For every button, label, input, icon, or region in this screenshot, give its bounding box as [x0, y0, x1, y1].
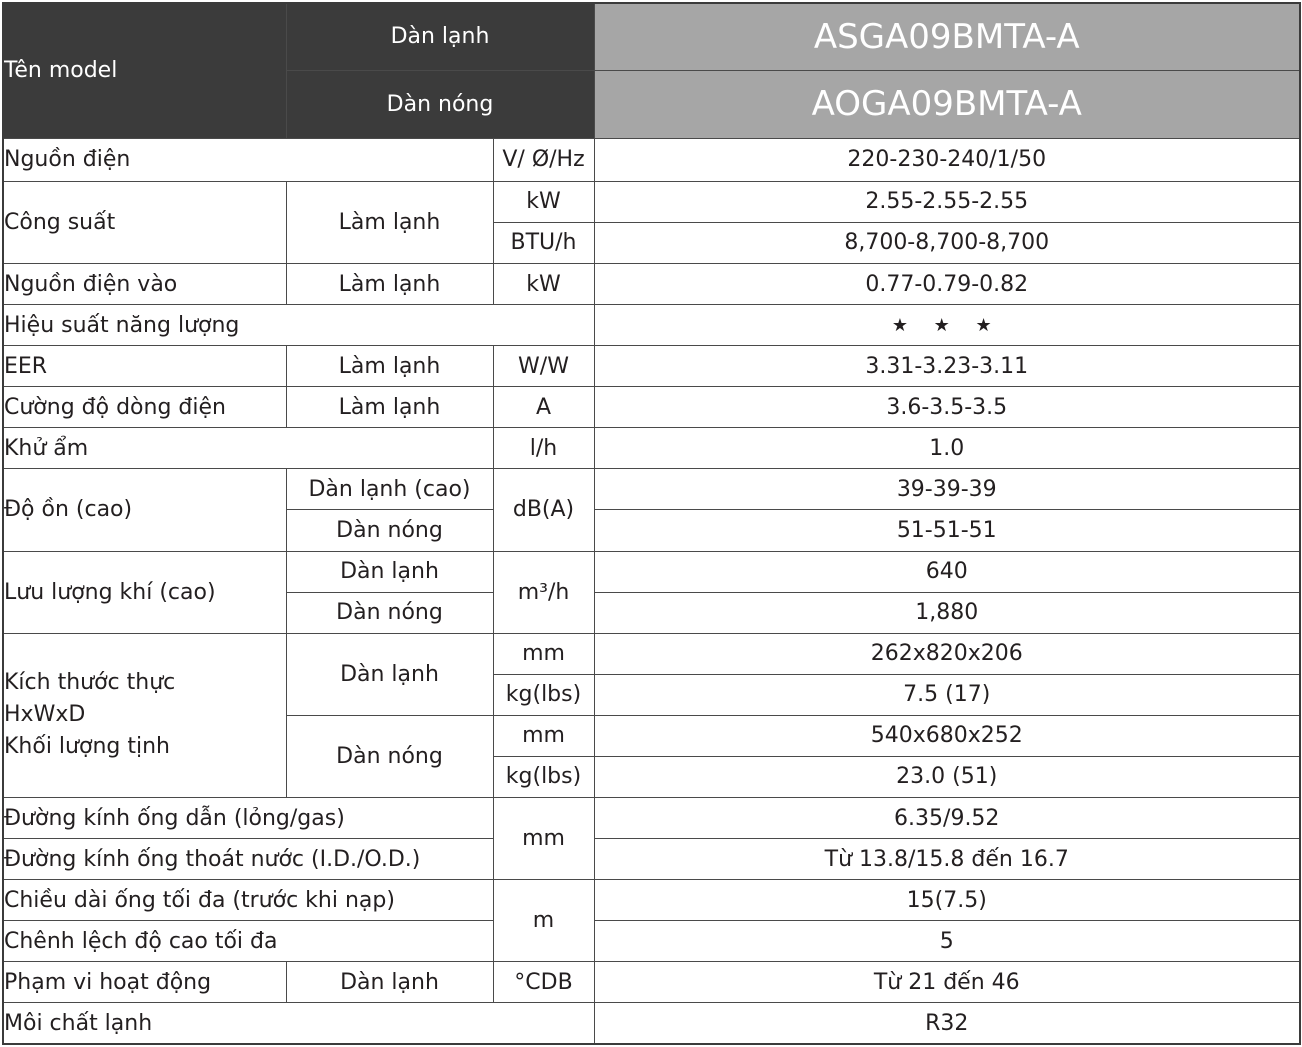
- noise-unit: dB(A): [493, 469, 594, 551]
- noise-indoor-label: Dàn lạnh (cao): [286, 469, 493, 510]
- dimensions-indoor-mm: 262x820x206: [594, 633, 1300, 674]
- power-source-label: Nguồn điện: [3, 138, 493, 181]
- dimensions-label-line2: HxWxD: [4, 702, 86, 728]
- airflow-label: Lưu lượng khí (cao): [3, 551, 286, 633]
- airflow-unit: m³/h: [493, 551, 594, 633]
- eer-label: EER: [3, 346, 286, 387]
- eer-unit: W/W: [493, 346, 594, 387]
- operating-range-label: Phạm vi hoạt động: [3, 962, 286, 1003]
- model-label: Tên model: [3, 3, 286, 138]
- noise-label: Độ ồn (cao): [3, 469, 286, 551]
- pipe-length-value: 15(7.5): [594, 880, 1300, 921]
- current-mode: Làm lạnh: [286, 387, 493, 428]
- capacity-unit-kw: kW: [493, 181, 594, 222]
- airflow-outdoor-label: Dàn nóng: [286, 592, 493, 633]
- capacity-label: Công suất: [3, 181, 286, 263]
- power-input-mode: Làm lạnh: [286, 263, 493, 304]
- airflow-indoor-value: 640: [594, 551, 1300, 592]
- spec-table: [2, 2, 1301, 1045]
- eer-value: 3.31-3.23-3.11: [594, 346, 1300, 387]
- dimensions-outdoor-unit-kg: kg(lbs): [493, 756, 594, 797]
- dimensions-label-line3: Khối lượng tịnh: [4, 734, 170, 760]
- power-input-unit: kW: [493, 263, 594, 304]
- power-input-label: Nguồn điện vào: [3, 263, 286, 304]
- dimensions-outdoor-unit-mm: mm: [493, 715, 594, 756]
- power-source-value: 220-230-240/1/50: [594, 138, 1300, 181]
- capacity-value-btu: 8,700-8,700-8,700: [594, 222, 1300, 263]
- current-unit: A: [493, 387, 594, 428]
- operating-range-unit: °CDB: [493, 962, 594, 1003]
- current-label: Cường độ dòng điện: [3, 387, 286, 428]
- capacity-unit-btu: BTU/h: [493, 222, 594, 263]
- dehumidification-value: 1.0: [594, 428, 1300, 469]
- indoor-unit-header: Dàn lạnh: [286, 3, 594, 70]
- pipe-length-unit: m: [493, 880, 594, 962]
- dimensions-indoor-label: Dàn lạnh: [286, 633, 493, 715]
- pipe-diameter-label: Đường kính ống dẫn (lỏng/gas): [3, 798, 493, 839]
- airflow-outdoor-value: 1,880: [594, 592, 1300, 633]
- outdoor-unit-header: Dàn nóng: [286, 70, 594, 138]
- refrigerant-label: Môi chất lạnh: [3, 1003, 594, 1044]
- dimensions-indoor-unit-kg: kg(lbs): [493, 674, 594, 715]
- capacity-value-kw: 2.55-2.55-2.55: [594, 181, 1300, 222]
- power-input-value: 0.77-0.79-0.82: [594, 263, 1300, 304]
- airflow-indoor-label: Dàn lạnh: [286, 551, 493, 592]
- outdoor-model-name: AOGA09BMTA-A: [594, 70, 1300, 138]
- pipe-diameter-value: 6.35/9.52: [594, 798, 1300, 839]
- dimensions-outdoor-kg: 23.0 (51): [594, 756, 1300, 797]
- pipe-diameter-unit: mm: [493, 798, 594, 880]
- power-source-unit: V/ Ø/Hz: [493, 138, 594, 181]
- indoor-model-name: ASGA09BMTA-A: [594, 3, 1300, 70]
- operating-range-mode: Dàn lạnh: [286, 962, 493, 1003]
- drain-diameter-value: Từ 13.8/15.8 đến 16.7: [594, 839, 1300, 880]
- noise-outdoor-label: Dàn nóng: [286, 510, 493, 551]
- pipe-length-label: Chiều dài ống tối đa (trước khi nạp): [3, 880, 493, 921]
- dimensions-outdoor-label: Dàn nóng: [286, 715, 493, 797]
- dimensions-label: [3, 633, 286, 797]
- dimensions-indoor-unit-mm: mm: [493, 633, 594, 674]
- eer-mode: Làm lạnh: [286, 346, 493, 387]
- height-diff-value: 5: [594, 921, 1300, 962]
- dimensions-outdoor-mm: 540x680x252: [594, 715, 1300, 756]
- dehumidification-label: Khử ẩm: [3, 428, 493, 469]
- dehumidification-unit: l/h: [493, 428, 594, 469]
- operating-range-value: Từ 21 đến 46: [594, 962, 1300, 1003]
- energy-rating-stars: ★ ★ ★: [594, 305, 1300, 346]
- noise-indoor-value: 39-39-39: [594, 469, 1300, 510]
- refrigerant-value: R32: [594, 1003, 1300, 1044]
- noise-outdoor-value: 51-51-51: [594, 510, 1300, 551]
- height-diff-label: Chênh lệch độ cao tối đa: [3, 921, 493, 962]
- dimensions-label-line1: Kích thước thực: [4, 670, 176, 696]
- energy-efficiency-label: Hiệu suất năng lượng: [3, 305, 594, 346]
- current-value: 3.6-3.5-3.5: [594, 387, 1300, 428]
- drain-diameter-label: Đường kính ống thoát nước (I.D./O.D.): [3, 839, 493, 880]
- capacity-mode: Làm lạnh: [286, 181, 493, 263]
- dimensions-indoor-kg: 7.5 (17): [594, 674, 1300, 715]
